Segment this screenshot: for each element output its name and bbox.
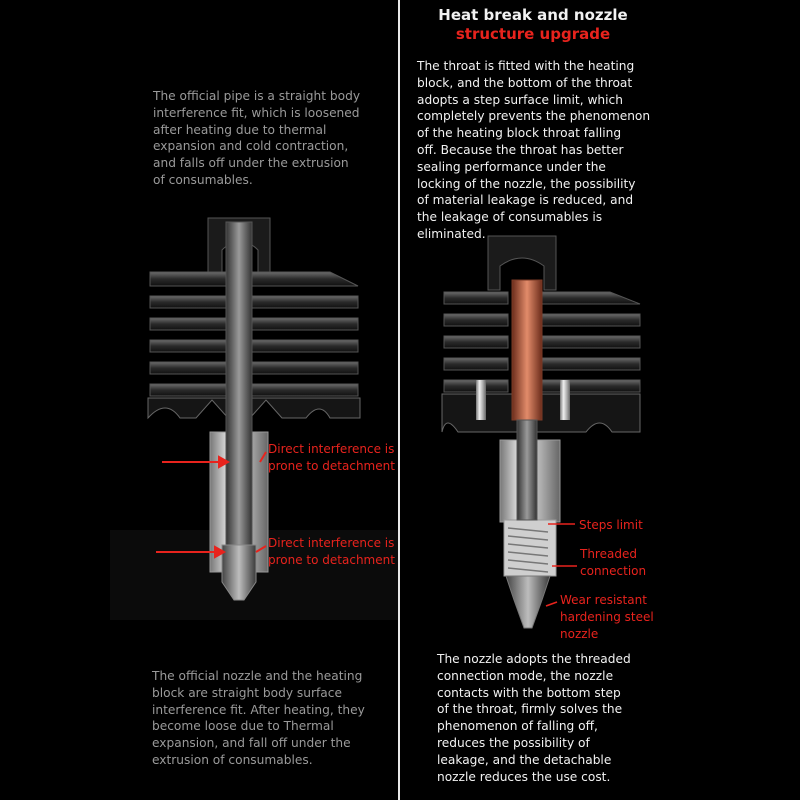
- right-callout-nozzle: Wear resistant hardening steel nozzle: [560, 593, 654, 641]
- left-top-description: The official pipe is a straight body interference fit, which is loosened after heating due to thermal expansion and cold contraction, and falls off under the extrusion of consumables.: [153, 89, 361, 187]
- right-top-description: The throat is fitted with the heating block, and the bottom of the throat adopts a step surface limit, which completely prevents the phenomenon of the heating block throat falling off. Because the throat has better sealing performance under the locking of the nozzle, the possibility of material leakage is reduced, and the leakage of consumables is eliminated.: [417, 59, 651, 241]
- left-callout-nozzle: Direct interference is prone to detachment: [268, 536, 395, 567]
- right-title-line1: Heat break and nozzle: [438, 6, 628, 24]
- right-callout-steps-limit: Steps limit: [579, 518, 643, 532]
- right-bottom-description: The nozzle adopts the threaded connection mode, the nozzle contacts with the bottom step of the throat, firmly solves the phenomenon of falling off, reduces the possibility of leakage, and the detachable nozzle reduces the use cost.: [437, 652, 631, 784]
- right-title-line2: structure upgrade: [455, 25, 611, 43]
- left-bottom-description: The official nozzle and the heating block are straight body surface interference fit. After heating, they become loose due to Thermal expansion, and fall off under the extrusion of consumables.: [152, 669, 365, 767]
- right-callout-threaded: Threaded connection: [580, 547, 647, 578]
- left-callout-heatbreak: Direct interference is prone to detachment: [268, 442, 395, 473]
- panel-divider: [398, 0, 400, 800]
